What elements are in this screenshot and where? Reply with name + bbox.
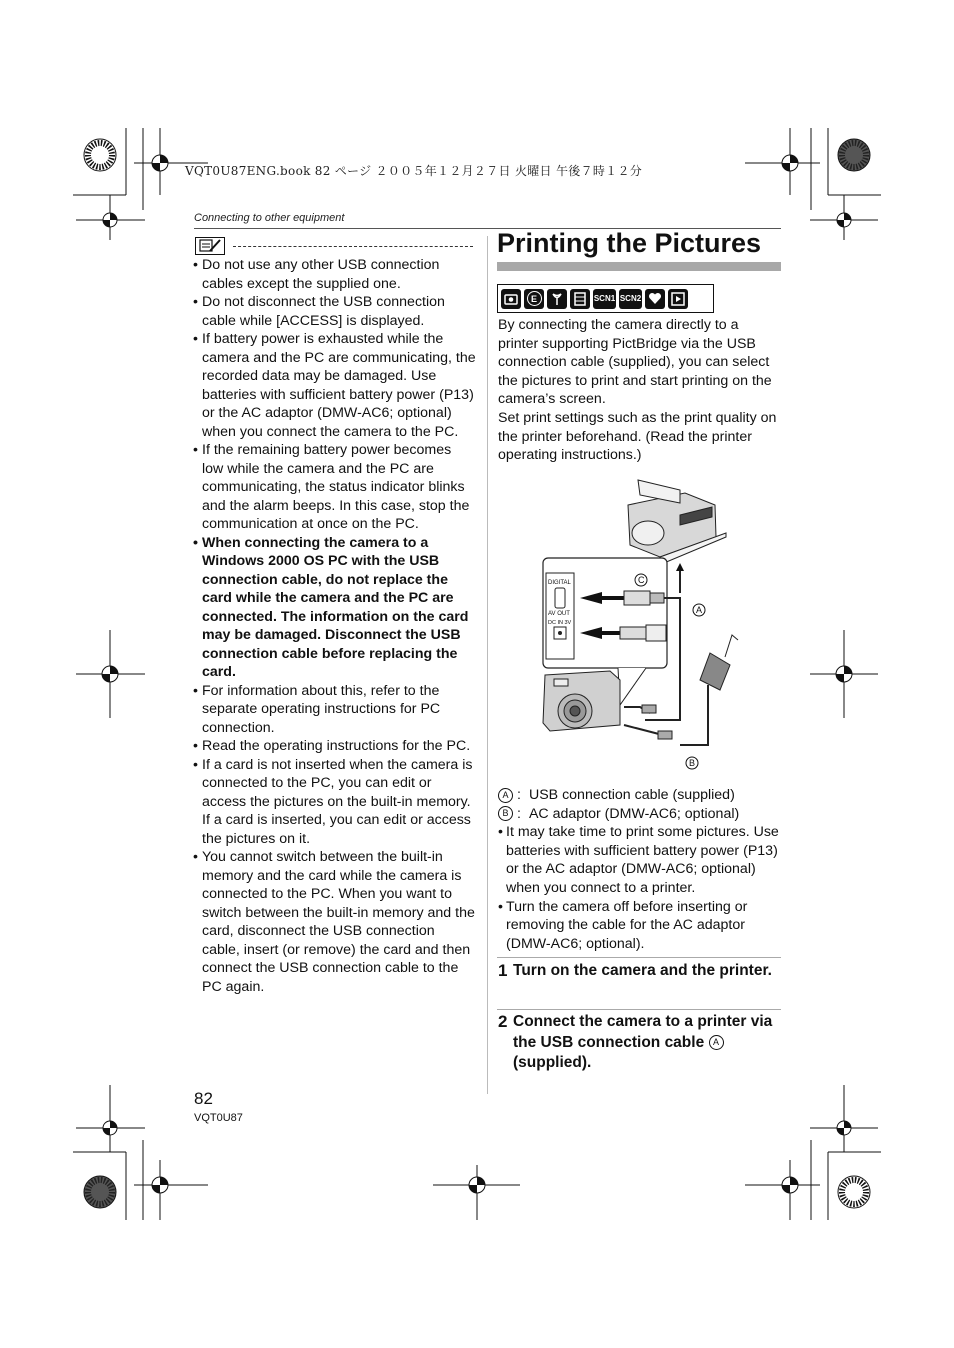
scene2-mode-icon: SCN2 (619, 289, 642, 309)
svg-text:B: B (689, 758, 696, 768)
page-code: VQT0U87 (194, 1112, 243, 1124)
note-item: • For information about this, refer to the separate operating instructions for PC connection. (192, 682, 476, 738)
note-item: • If battery power is exhausted while the camera and the PC are communicating, the recorded data may be damaged. Use batteries with sufficient battery power (P13) or the AC adaptor (DMW-AC6; optional) when you connect the camera to the PC. (192, 330, 476, 441)
page-title: Printing the Pictures (497, 228, 762, 258)
intro-paragraph: By connecting the camera directly to a printer supporting PictBridge via the USB connection cable (supplied), you can select the pictures to print and start printing on the camera’s screen. (498, 317, 772, 408)
note-item: • You cannot switch between the built-in memory and the card while the camera is connected to the PC. When you want to switch between the built-in memory and the card, disconnect the USB connection cable, insert (or remove) the card and then connect the USB connection cable to the PC again. (192, 848, 476, 996)
step-number: 2 (498, 1012, 508, 1031)
camera-port-panel (543, 558, 667, 668)
scene1-mode-icon: SCN1 (593, 289, 616, 309)
svg-text:DC IN 3V: DC IN 3V (548, 620, 572, 626)
svg-text:AV OUT: AV OUT (548, 611, 570, 617)
note-item: • If a card is not inserted when the camera is connected to the PC, you can edit or access the pictures on the built-in memory. If a card is inserted, you can edit or access the pictures on it. (192, 756, 476, 849)
note-header (195, 237, 473, 255)
section-label: Connecting to other equipment (194, 212, 345, 224)
intro-paragraph: Set print settings such as the print quality on the printer beforehand. (Read the printer operating instructions.) (498, 409, 777, 464)
figure-legend (498, 786, 782, 953)
note-item-warning: • When connecting the camera to a Windows 2000 OS PC with the USB connection cable, do not replace the card while the camera and the PC are connected. The information on the card may be damaged. Disconnect the USB connection cable before replacing the card. (192, 534, 476, 682)
left-notes-list (192, 256, 476, 996)
step-number: 1 (498, 961, 508, 980)
step-divider (497, 1009, 781, 1010)
note-pencil-icon (195, 237, 225, 255)
svg-text:C: C (638, 575, 645, 585)
step-divider (497, 957, 781, 958)
intro-text (498, 316, 782, 465)
print-header: VQT0U87ENG.book 82 ページ ２００５年１２月２７日 火曜日 午後７時１２分 (185, 164, 643, 178)
step-1 (498, 961, 782, 982)
note-item: • Turn the camera off before inserting or removing the cable for the AC adaptor (DMW-AC6; optional). (498, 898, 782, 954)
note-item: • Read the operating instructions for the PC. (192, 737, 476, 756)
motion-picture-mode-icon (570, 289, 590, 309)
camera-mode-icon (501, 289, 521, 309)
page-number: 82 (194, 1089, 213, 1108)
mode-icons-bar (497, 284, 714, 313)
camera-icon (543, 671, 672, 739)
simple-mode-icon (645, 289, 665, 309)
note-item: • If the remaining battery power becomes low while the camera and the PC are communicating, the status indicator blinks and the alarm beeps. In this case, stop the communication at once on the PC. (192, 441, 476, 534)
step-2 (498, 1012, 782, 1074)
economy-mode-icon: E (524, 289, 544, 309)
note-item: • It may take time to print some pictures. Use batteries with sufficient battery power (P13) or the AC adaptor (DMW-AC6; optional) when you connect to a printer. (498, 823, 782, 897)
right-notes-list (498, 823, 782, 953)
svg-text:DIGITAL: DIGITAL (548, 580, 571, 586)
ac-adaptor-icon (680, 635, 738, 745)
macro-mode-icon (547, 289, 567, 309)
title-underline (497, 262, 781, 271)
playback-mode-icon (668, 289, 688, 309)
connection-illustration (540, 475, 745, 775)
camera-printer-diagram (540, 475, 745, 775)
callout-a-marker: A (498, 788, 513, 803)
printer-icon (628, 480, 726, 563)
legend-item: B : AC adaptor (DMW-AC6; optional) (498, 805, 782, 824)
step-text: Turn on the camera and the printer. (513, 962, 772, 979)
callout-a-marker: A (709, 1035, 724, 1050)
note-item: • Do not use any other USB connection cables except the supplied one. (192, 256, 476, 293)
column-divider (487, 236, 488, 1094)
callout-b-marker: B (498, 806, 513, 821)
svg-text:A: A (696, 605, 703, 615)
step-text: Connect the camera to a printer via the USB connection cable A (supplied). (513, 1013, 773, 1071)
note-dashed-line (233, 246, 473, 247)
legend-item: A : USB connection cable (supplied) (498, 786, 782, 805)
note-item: • Do not disconnect the USB connection cable while [ACCESS] is displayed. (192, 293, 476, 330)
